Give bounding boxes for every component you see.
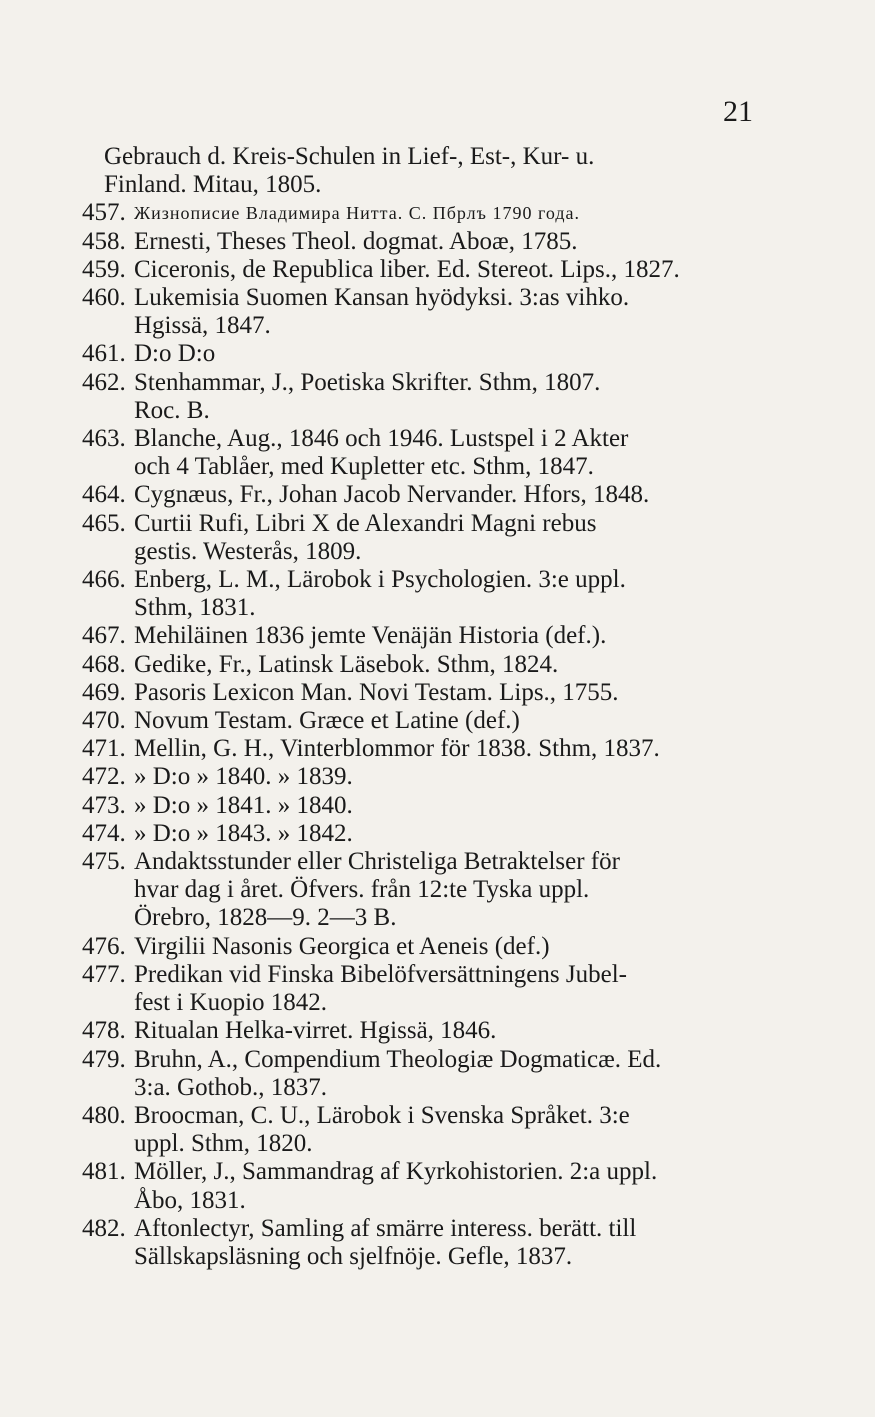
catalog-entry (82, 933, 782, 961)
catalog-entry (82, 510, 782, 566)
entry-line: Novum Testam. Græce et Latine (def.) (134, 707, 520, 735)
catalog-entry (82, 651, 782, 679)
entry-line: Hgissä, 1847. (134, 312, 271, 340)
entry-line: uppl. Sthm, 1820. (134, 1130, 313, 1158)
entry-number: 460. (82, 284, 126, 312)
catalog-entry (82, 848, 782, 933)
entry-number: 472. (82, 763, 126, 791)
entry-number: 480. (82, 1101, 126, 1129)
entry-line: Möller, J., Sammandrag af Kyrkohistorien. 2:a uppl. (134, 1158, 658, 1186)
entry-line: Aftonlectyr, Samling af smärre interess. berätt. till (134, 1214, 637, 1242)
entry-line: Gedike, Fr., Latinsk Läsebok. Sthm, 1824. (134, 650, 559, 678)
entry-number: 476. (82, 932, 126, 960)
entry-line: Virgilii Nasonis Georgica et Aeneis (def.) (134, 932, 550, 960)
catalog-entry (82, 1215, 782, 1271)
catalog-entry (82, 143, 782, 199)
entry-number: 461. (82, 340, 126, 368)
catalog-entry (82, 735, 782, 763)
entry-number: 465. (82, 509, 126, 537)
entry-line: och 4 Tablåer, med Kupletter etc. Sthm, 1847. (134, 453, 594, 481)
catalog-entry (82, 228, 782, 256)
catalog-entry (82, 1102, 782, 1158)
entry-line: Bruhn, A., Compendium Theologiæ Dogmaticæ. Ed. (134, 1045, 662, 1073)
entry-line: fest i Kuopio 1842. (134, 989, 328, 1017)
entry-number: 466. (82, 566, 126, 594)
entry-line: D:o D:o (134, 340, 216, 368)
catalog-entry (82, 481, 782, 509)
entry-line: gestis. Westerås, 1809. (134, 537, 362, 565)
entry-line: Жизнописие Владимира Нитта. С. Пбрлъ 1790 года. (134, 203, 581, 224)
catalog-entry (82, 369, 782, 425)
entry-number: 482. (82, 1214, 126, 1242)
entry-number: 479. (82, 1045, 126, 1073)
catalog-entry (82, 425, 782, 481)
catalog-entry (82, 820, 782, 848)
entry-line: Sthm, 1831. (134, 594, 256, 622)
entry-line: Broocman, C. U., Lärobok i Svenska Språket. 3:e (134, 1101, 630, 1129)
entry-number: 473. (82, 791, 126, 819)
catalog-entry (82, 792, 782, 820)
entry-line: Cygnæus, Fr., Johan Jacob Nervander. Hfors, 1848. (134, 481, 650, 509)
entry-line: Åbo, 1831. (134, 1186, 246, 1214)
catalog-entry (82, 284, 782, 340)
catalog-entry (82, 256, 782, 284)
entry-number: 463. (82, 425, 126, 453)
entry-line: Sällskapsläsning och sjelfnöje. Gefle, 1837. (134, 1242, 573, 1270)
entry-line: Blanche, Aug., 1846 och 1946. Lustspel i 2 Akter (134, 425, 629, 453)
entry-line: Ciceronis, de Republica liber. Ed. Stereot. Lips., 1827. (134, 255, 680, 283)
entry-line: Lukemisia Suomen Kansan hyödyksi. 3:as vihko. (134, 284, 630, 312)
entry-number: 467. (82, 622, 126, 650)
catalog-entry (82, 622, 782, 650)
catalog-entry (82, 199, 782, 227)
entry-line: Mehiläinen 1836 jemte Venäjän Historia (def.). (134, 622, 607, 650)
entry-line: Mellin, G. H., Vinterblommor för 1838. Sthm, 1837. (134, 735, 660, 763)
entry-line: Pasoris Lexicon Man. Novi Testam. Lips., 1755. (134, 678, 619, 706)
entry-line: » D:o » 1843. » 1842. (134, 819, 353, 847)
entry-number: 464. (82, 481, 126, 509)
entry-line: Finland. Mitau, 1805. (104, 171, 322, 199)
entry-line: » D:o » 1840. » 1839. (134, 763, 353, 791)
catalog-entry (82, 566, 782, 622)
entry-number: 459. (82, 255, 126, 283)
entry-number: 470. (82, 707, 126, 735)
catalog-entry (82, 1158, 782, 1214)
catalog-entry (82, 1046, 782, 1102)
catalog-entry (82, 763, 782, 791)
entry-number: 475. (82, 848, 126, 876)
catalog-entry (82, 961, 782, 1017)
entry-line: » D:o » 1841. » 1840. (134, 791, 353, 819)
entry-line: Andaktsstunder eller Christeliga Betraktelser för (134, 848, 620, 876)
entry-line: Ritualan Helka-virret. Hgissä, 1846. (134, 1017, 497, 1045)
entry-line: Roc. B. (134, 396, 210, 424)
entry-number: 462. (82, 368, 126, 396)
entry-line: Predikan vid Finska Bibelöfversättningens Jubel- (134, 960, 627, 988)
catalog-entry (82, 340, 782, 368)
entry-line: Enberg, L. M., Lärobok i Psychologien. 3:e uppl. (134, 566, 626, 594)
entry-line: Örebro, 1828—9. 2—3 B. (134, 904, 397, 932)
entry-number: 477. (82, 960, 126, 988)
entry-line: 3:a. Gothob., 1837. (134, 1073, 328, 1101)
catalog-entries (82, 143, 782, 1271)
entry-number: 457. (82, 199, 126, 227)
entry-number: 474. (82, 819, 126, 847)
entry-line: Gebrauch d. Kreis-Schulen in Lief-, Est-, Kur- u. (104, 143, 595, 170)
entry-number: 478. (82, 1017, 126, 1045)
entry-number: 468. (82, 650, 126, 678)
entry-line: Stenhammar, J., Poetiska Skrifter. Sthm, 1807. (134, 368, 601, 396)
entry-line: hvar dag i året. Öfvers. från 12:te Tyska uppl. (134, 876, 590, 904)
entry-number: 458. (82, 227, 126, 255)
page-number: 21 (723, 95, 753, 128)
entry-line: Curtii Rufi, Libri X de Alexandri Magni rebus (134, 509, 597, 537)
entry-number: 481. (82, 1158, 126, 1186)
entry-number: 469. (82, 678, 126, 706)
catalog-entry (82, 1017, 782, 1045)
entry-number: 471. (82, 735, 126, 763)
entry-line: Ernesti, Theses Theol. dogmat. Aboæ, 1785. (134, 227, 578, 255)
catalog-entry (82, 679, 782, 707)
catalog-entry (82, 707, 782, 735)
